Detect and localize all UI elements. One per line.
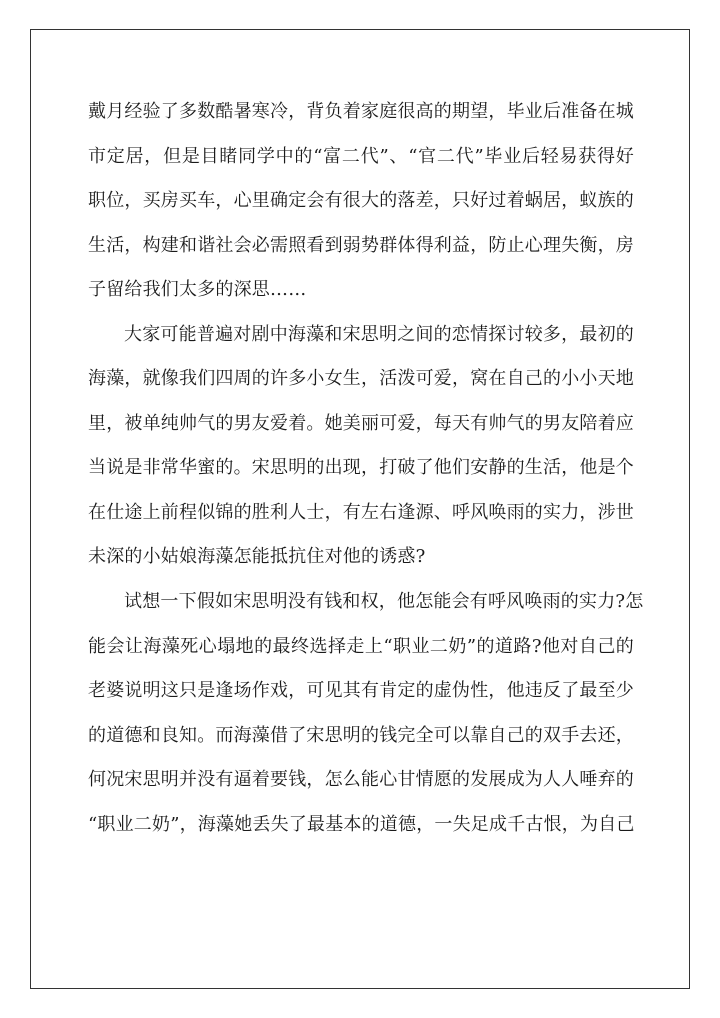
text-line: 市定居，但是目睹同学中的“富二代”、“官二代”毕业后轻易获得好	[88, 145, 634, 167]
text-line: 戴月经验了多数酷暑寒冷，背负着家庭很高的期望，毕业后准备在城	[88, 101, 634, 122]
text-line: 海藻，就像我们四周的许多小女生，活泼可爱，窝在自己的小小天地	[88, 368, 634, 390]
text-line: 的道德和良知。而海藻借了宋思明的钱完全可以靠自己的双手去还，	[88, 724, 634, 746]
text-line: 生活，构建和谐社会必需照看到弱势群体得利益，防止心理失衡，房	[88, 234, 634, 256]
document-body	[88, 90, 644, 847]
text-line: 能会让海藻死心塌地的最终选择走上“职业二奶”的道路?他对自己的	[88, 635, 634, 657]
text-line: 职位，买房买车，心里确定会有很大的落差，只好过着蜗居，蚁族的	[88, 190, 634, 212]
text-line: 试想一下假如宋思明没有钱和权，他怎能会有呼风唤雨的实力?怎	[124, 591, 644, 613]
text-line: 当说是非常华蜜的。宋思明的出现，打破了他们安静的生活，他是个	[88, 457, 634, 479]
text-line: 大家可能普遍对剧中海藻和宋思明之间的恋情探讨较多，最初的	[124, 323, 634, 345]
text-line: 何况宋思明并没有逼着要钱，怎么能心甘情愿的发展成为人人唾弃的	[88, 769, 634, 791]
text-line: 未深的小姑娘海藻怎能抵抗住对他的诱惑?	[88, 546, 426, 568]
text-line: 里，被单纯帅气的男友爱着。她美丽可爱，每天有帅气的男友陪着应	[88, 412, 634, 434]
text-line: 老婆说明这只是逢场作戏，可见其有肯定的虚伪性，他违反了最至少	[88, 680, 634, 702]
text-line: 在仕途上前程似锦的胜利人士，有左右逢源、呼风唤雨的实力，涉世	[88, 501, 634, 523]
text-line: “职业二奶”，海藻她丢失了最基本的道德，一失足成千古恨，为自己	[88, 813, 635, 835]
text-line: 子留给我们太多的深思……	[88, 279, 307, 301]
